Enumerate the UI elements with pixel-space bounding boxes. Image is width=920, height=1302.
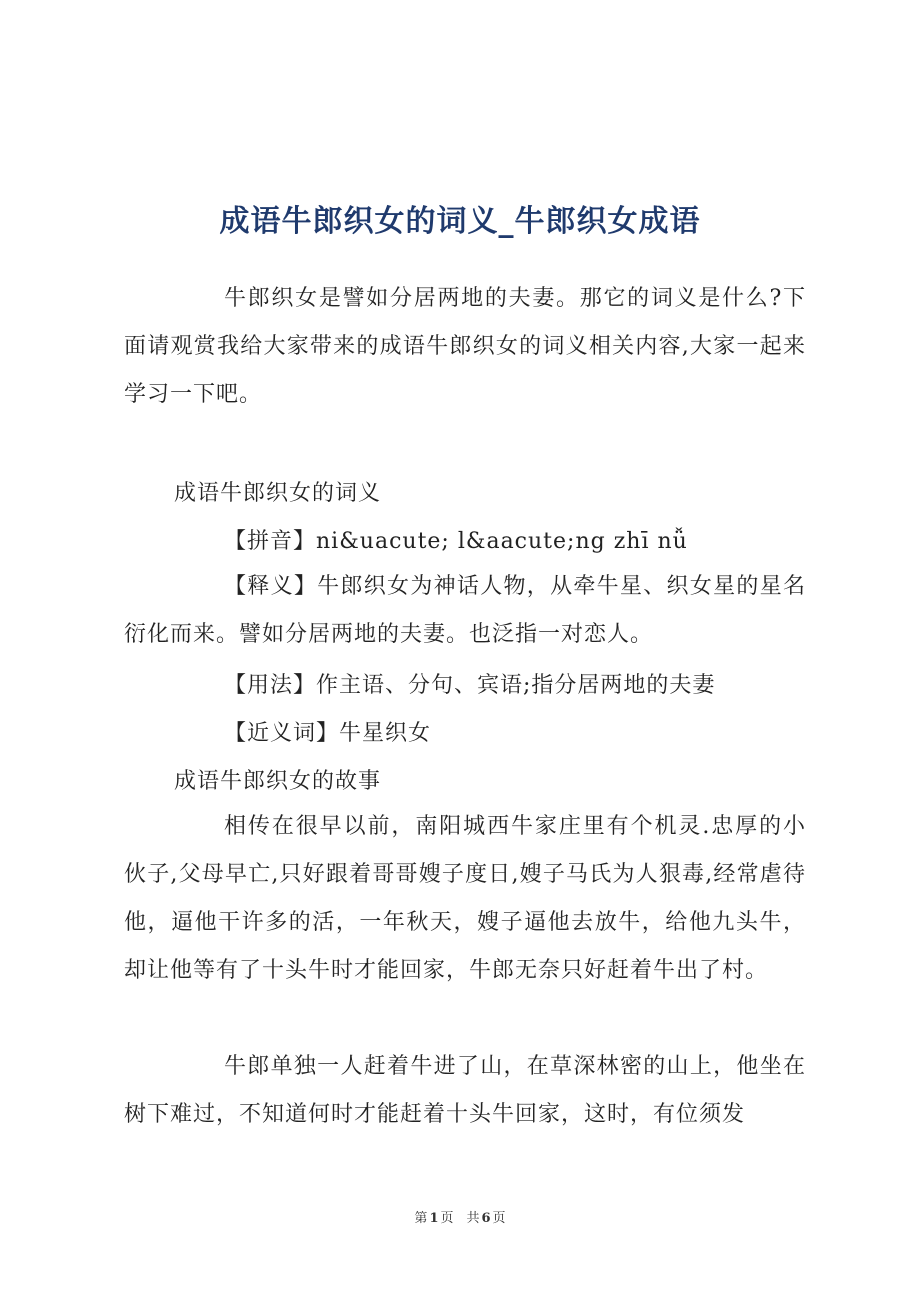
page-suffix: 页 — [492, 1211, 506, 1226]
intro-paragraph: 牛郎织女是譬如分居两地的夫妻。那它的词义是什么?下面请观赏我给大家带来的成语牛郎织女的词义相关内容,大家一起来学习一下吧。 — [124, 286, 806, 407]
page-total: 6 — [481, 1211, 491, 1226]
page-footer — [0, 1207, 920, 1226]
page-mid: 页 共 — [440, 1211, 480, 1226]
pinyin-line: 【拼音】ni&uacute; l&aacute;ng zhī nǚ — [224, 529, 688, 554]
section-heading-story: 成语牛郎织女的故事 — [174, 769, 382, 794]
usage-line: 【用法】作主语、分句、宾语;指分居两地的夫妻 — [224, 673, 716, 698]
story-paragraph-2: 牛郎单独一人赶着牛进了山，在草深林密的山上，他坐在树下难过，不知道何时才能赶着十头牛回家，这时，有位须发 — [124, 1054, 806, 1127]
section-heading-meaning: 成语牛郎织女的词义 — [174, 481, 382, 506]
synonym-line: 【近义词】牛星织女 — [224, 721, 432, 746]
document-title: 成语牛郎织女的词义_牛郎织女成语 — [219, 204, 701, 239]
page-current: 1 — [429, 1211, 439, 1226]
page-prefix: 第 — [414, 1211, 428, 1226]
meaning-paragraph: 【释义】牛郎织女为神话人物，从牵牛星、织女星的星名衍化而来。譬如分居两地的夫妻。也泛指一对恋人。 — [124, 574, 806, 647]
story-paragraph-1: 相传在很早以前，南阳城西牛家庄里有个机灵.忠厚的小伙子,父母早亡,只好跟着哥哥嫂子度日,嫂子马氏为人狠毒,经常虐待他，逼他干许多的活，一年秋天，嫂子逼他去放牛，给他九头牛，却让他等有了十头牛时才能回家，牛郎无奈只好赶着牛出了村。 — [124, 814, 806, 983]
